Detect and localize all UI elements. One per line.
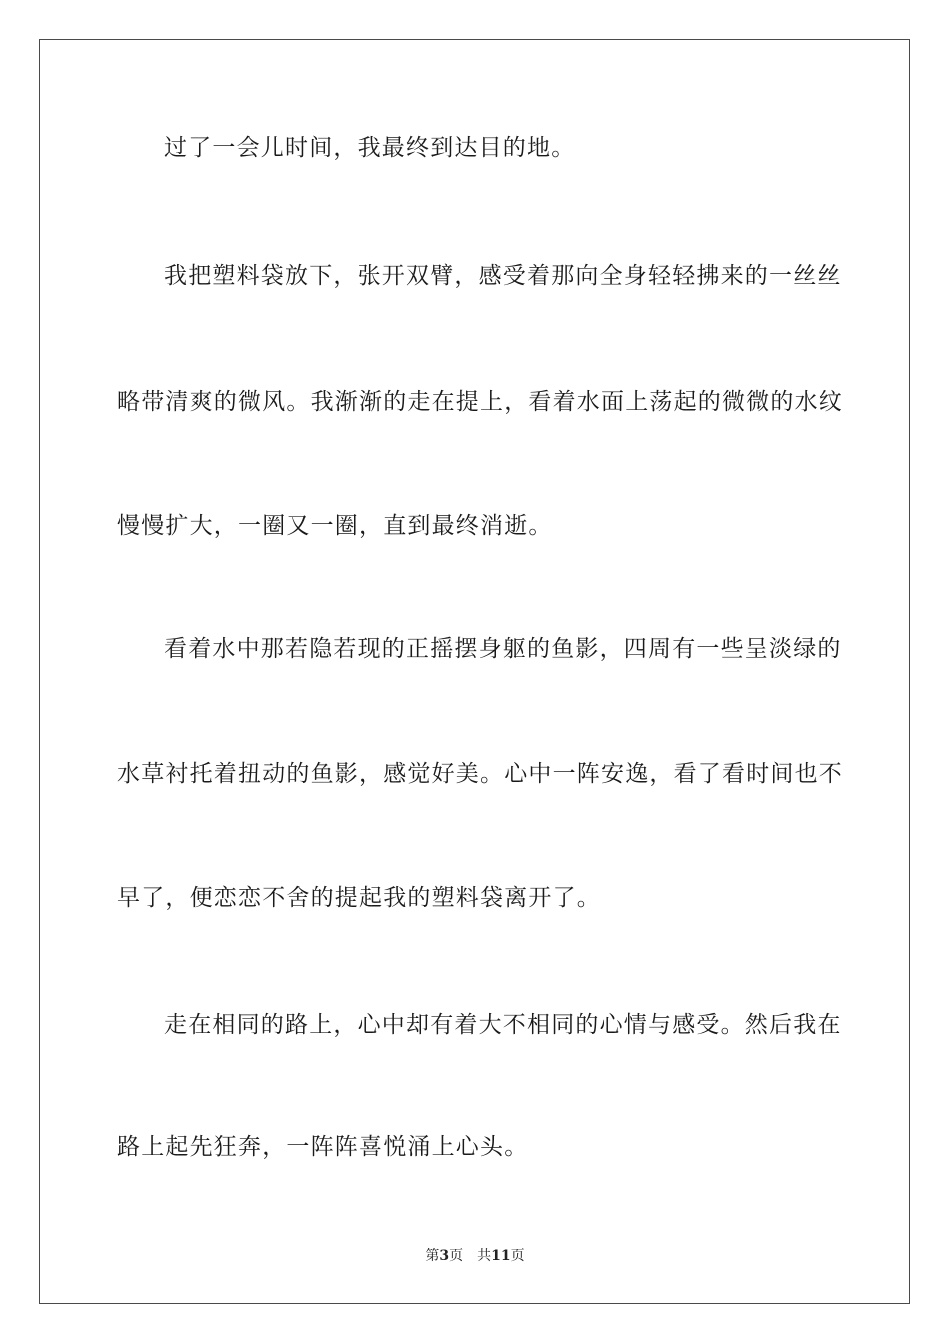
- footer-total-suffix: 页: [510, 1248, 525, 1264]
- page-footer: [0, 1247, 950, 1265]
- paragraph-3-line-1: 看着水中那若隐若现的正摇摆身躯的鱼影，四周有一些呈淡绿的: [164, 636, 842, 662]
- paragraph-3-line-3: 早了，便恋恋不舍的提起我的塑料袋离开了。: [117, 885, 601, 911]
- paragraph-3-line-2: 水草衬托着扭动的鱼影，感觉好美。心中一阵安逸，看了看时间也不: [117, 761, 843, 787]
- footer-page-number: 3: [439, 1248, 450, 1264]
- footer-page-prefix: 第: [425, 1248, 440, 1264]
- page-border: [39, 39, 910, 1304]
- footer-total-prefix: 共: [477, 1248, 492, 1264]
- footer-page-suffix: 页: [449, 1248, 464, 1264]
- paragraph-4-line-1: 走在相同的路上，心中却有着大不相同的心情与感受。然后我在: [164, 1012, 842, 1038]
- paragraph-2-line-3: 慢慢扩大，一圈又一圈，直到最终消逝。: [117, 513, 553, 539]
- footer-total-number: 11: [491, 1248, 511, 1264]
- paragraph-2-line-2: 略带清爽的微风。我渐渐的走在提上，看着水面上荡起的微微的水纹: [117, 389, 843, 415]
- paragraph-4-line-2: 路上起先狂奔，一阵阵喜悦涌上心头。: [117, 1134, 529, 1160]
- paragraph-1-line-1: 过了一会儿时间，我最终到达目的地。: [164, 135, 576, 161]
- paragraph-2-line-1: 我把塑料袋放下，张开双臂，感受着那向全身轻轻拂来的一丝丝: [164, 263, 842, 289]
